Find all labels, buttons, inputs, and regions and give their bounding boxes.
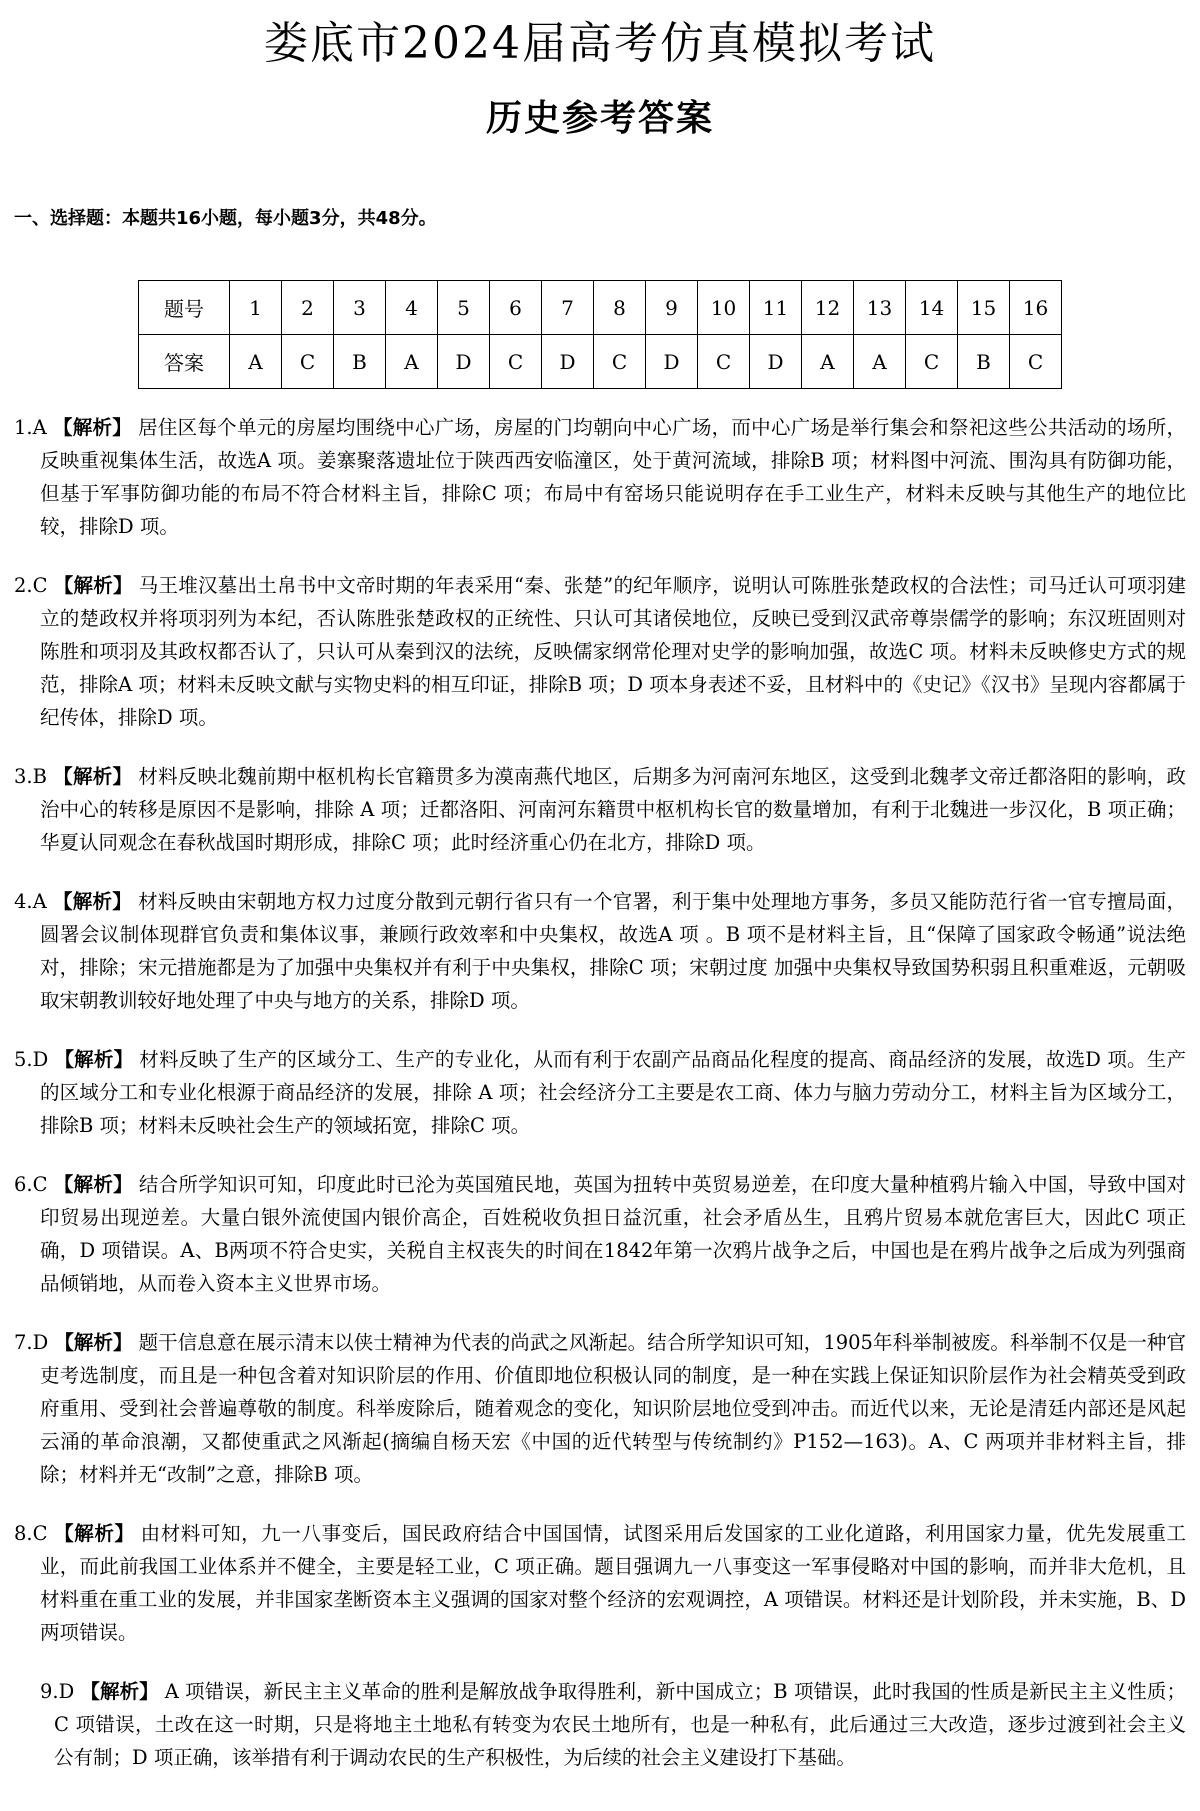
answer-cell: D (438, 335, 490, 389)
item-number: 9.D (40, 1680, 75, 1703)
row-label-answer: 答案 (139, 335, 230, 389)
question-number-cell: 9 (646, 281, 698, 335)
explanation-item (14, 1517, 1186, 1649)
answer-table (138, 280, 1062, 389)
question-number-cell: 12 (802, 281, 854, 335)
item-number: 8.C (14, 1522, 48, 1545)
answer-cell: C (490, 335, 542, 389)
answer-cell: A (230, 335, 282, 389)
answer-cell: A (854, 335, 906, 389)
explanation-text: 材料反映北魏前期中枢机构长官籍贯多为漠南燕代地区，后期多为河南河东地区，这受到北魏孝文帝迁都洛阳的影响，政治中心的转移是原因不是影响，排除 A 项；迁都洛阳、河南河东籍贯中枢机构长官的数量增加，有利于北魏进一步汉化，B 项正确；华夏认同观念在春秋战国时期形成，排除C 项；此时经济重心仍在北方，排除D 项。 (40, 765, 1186, 854)
answer-cell: D (750, 335, 802, 389)
analysis-tag: 【解析】 (80, 1680, 159, 1703)
explanation-text: 结合所学知识可知，印度此时已沦为英国殖民地，英国为扭转中英贸易逆差，在印度大量种植鸦片输入中国，导致中国对印贸易出现逆差。大量白银外流使国内银价高企，百姓税收负担日益沉重，社会矛盾丛生，且鸦片贸易本就危害巨大，因此C 项正确，D 项错误。A、B两项不符合史实，关税自主权丧失的时间在1842年第一次鸦片战争之后，中国也是在鸦片战争之后成为列强商品倾销地，从而卷入资本主义世界市场。 (40, 1173, 1186, 1295)
explanation-item (14, 760, 1186, 859)
answer-cell: C (282, 335, 334, 389)
analysis-tag: 【解析】 (54, 1331, 133, 1354)
analysis-tag: 【解析】 (52, 416, 133, 439)
section-heading: 一、选择题：本题共16小题，每小题3分，共48分。 (14, 208, 437, 229)
explanation-text: 由材料可知，九一八事变后，国民政府结合中国国情，试图采用后发国家的工业化道路，利用国家力量，优先发展重工业，而此前我国工业体系并不健全，主要是轻工业，C 项正确。题目强调九一八事变这一军事侵略对中国的影响，而并非大危机，且材料重在重工业的发展，并非国家垄断资本主义强调的国家对整个经济的宏观调控，A 项错误。材料还是计划阶段，并未实施，B、D两项错误。 (40, 1522, 1186, 1644)
question-number-cell: 11 (750, 281, 802, 335)
explanation-text: 材料反映了生产的区域分工、生产的专业化，从而有利于农副产品商品化程度的提高、商品经济的发展，故选D 项。生产的区域分工和专业化根源于商品经济的发展，排除 A 项；社会经济分工主要是农工商、体力与脑力劳动分工，材料主旨为区域分工，排除B 项；材料未反映社会生产的领域拓宽，排除C 项。 (40, 1048, 1186, 1137)
question-number-cell: 5 (438, 281, 490, 335)
question-number-cell: 2 (282, 281, 334, 335)
item-number: 4.A (14, 890, 47, 913)
item-number: 7.D (14, 1331, 49, 1354)
document-title: 娄底市2024届高考仿真模拟考试 (264, 18, 936, 69)
explanation-item (14, 1043, 1186, 1142)
explanation-item (14, 1168, 1186, 1300)
item-number: 5.D (14, 1048, 49, 1071)
row-label-number: 题号 (139, 281, 230, 335)
question-number-cell: 8 (594, 281, 646, 335)
question-number-cell: 14 (906, 281, 958, 335)
analysis-tag: 【解析】 (53, 1173, 133, 1196)
question-number-cell: 1 (230, 281, 282, 335)
question-number-cell: 3 (334, 281, 386, 335)
item-number: 2.C (14, 574, 48, 597)
analysis-tag: 【解析】 (52, 890, 133, 913)
answer-cell: C (906, 335, 958, 389)
question-number-cell: 6 (490, 281, 542, 335)
answer-cell: A (386, 335, 438, 389)
document-subtitle: 历史参考答案 (485, 98, 714, 139)
explanation-text: A 项错误，新民主主义革命的胜利是解放战争取得胜利，新中国成立；B 项错误，此时我国的性质是新民主主义性质；C 项错误，土改在这一时期，只是将地主土地私有转变为农民土地所有，也是一种私有，此后通过三大改造，逐步过渡到社会主义公有制；D 项正确，该举措有利于调动农民的生产积极性，为后续的社会主义建设打下基础。 (54, 1680, 1186, 1769)
answer-cell: B (334, 335, 386, 389)
question-number-cell: 15 (958, 281, 1010, 335)
item-number: 6.C (14, 1173, 48, 1196)
item-number: 3.B (14, 765, 47, 788)
answer-cell: B (958, 335, 1010, 389)
explanation-item (14, 411, 1186, 543)
question-number-cell: 10 (698, 281, 750, 335)
analysis-tag: 【解析】 (54, 1048, 134, 1071)
question-number-cell: 4 (386, 281, 438, 335)
explanation-text: 马王堆汉墓出土帛书中文帝时期的年表采用“秦、张楚”的纪年顺序，说明认可陈胜张楚政权的合法性；司马迁认可项羽建立的楚政权并将项羽列为本纪，否认陈胜张楚政权的正统性、只认可其诸侯地位，反映已受到汉武帝尊崇儒学的影响；东汉班固则对陈胜和项羽及其政权都否认了，只认可从秦到汉的法统，反映儒家纲常伦理对史学的影响加强，故选C 项。材料未反映修史方式的规范，排除A 项；材料未反映文献与实物史料的相互印证，排除B 项；D 项本身表述不妥，且材料中的《史记》《汉书》呈现内容都属于纪传体，排除D 项。 (40, 574, 1186, 729)
answer-row (139, 335, 1062, 389)
answer-cell: D (542, 335, 594, 389)
explanation-text: 材料反映由宋朝地方权力过度分散到元朝行省只有一个官署，利于集中处理地方事务，多员又能防范行省一官专擅局面，圆署会议制体现群官负责和集体议事，兼顾行政效率和中央集权，故选A 项 。B 项不是材料主旨，且“保障了国家政令畅通”说法绝对，排除；宋元措施都是为了加强中央集权并有利于中央集权，排除C 项；宋朝过度 加强中央集权导致国势积弱且积重难返，元朝吸取宋朝教训较好地处理了中央与地方的关系，排除D 项。 (40, 890, 1186, 1012)
explanation-item (14, 569, 1186, 734)
explanation-item (14, 1326, 1186, 1491)
question-number-cell: 7 (542, 281, 594, 335)
analysis-tag: 【解析】 (53, 574, 133, 597)
explanation-text: 题干信息意在展示清末以侠士精神为代表的尚武之风渐起。结合所学知识可知，1905年科举制被废。科举制不仅是一种官吏考选制度，而且是一种包含着对知识阶层的作用、价值即地位积极认同的制度，是一种在实践上保证知识阶层作为社会精英受到政府重用、受到社会普遍尊敬的制度。科举废除后，随着观念的变化，知识阶层地位受到冲击。而近代以来，无论是清廷内部还是风起云涌的革命浪潮，又都使重武之风渐起(摘编自杨天宏《中国的近代转型与传统制约》P152—163)。A、C 两项并非材料主旨，排除；材料并无“改制”之意，排除B 项。 (40, 1331, 1186, 1486)
explanation-item (14, 1675, 1186, 1774)
explanations-list (14, 411, 1186, 1800)
answer-cell: C (594, 335, 646, 389)
question-number-row (139, 281, 1062, 335)
answer-cell: C (1010, 335, 1062, 389)
item-number: 1.A (14, 416, 47, 439)
explanation-item (14, 885, 1186, 1017)
answer-cell: D (646, 335, 698, 389)
answer-cell: C (698, 335, 750, 389)
analysis-tag: 【解析】 (52, 765, 133, 788)
question-number-cell: 13 (854, 281, 906, 335)
question-number-cell: 16 (1010, 281, 1062, 335)
answer-cell: A (802, 335, 854, 389)
analysis-tag: 【解析】 (53, 1522, 135, 1545)
explanation-text: 居住区每个单元的房屋均围绕中心广场，房屋的门均朝向中心广场，而中心广场是举行集会和祭祀这些公共活动的场所，反映重视集体生活，故选A 项。姜寨聚落遗址位于陕西西安临潼区，处于黄河流域，排除B 项；材料图中河流、围沟具有防御功能，但基于军事防御功能的布局不符合材料主旨，排除C 项；布局中有窑场只能说明存在手工业生产，材料未反映与其他生产的地位比较，排除D 项。 (40, 416, 1186, 538)
